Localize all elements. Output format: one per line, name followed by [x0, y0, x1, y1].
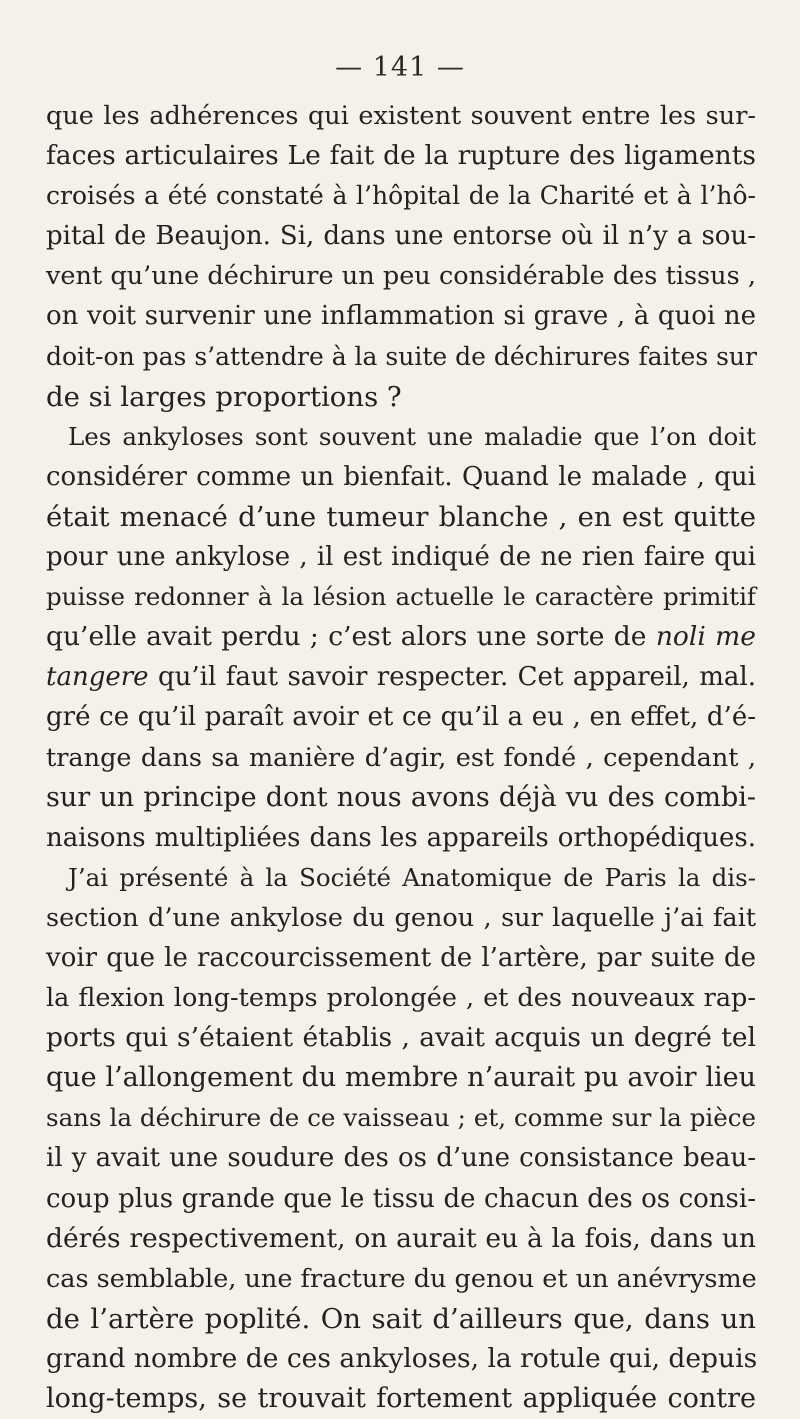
- text-line: voir que le raccourcissement de l’artère, par suite de: [46, 942, 756, 973]
- text-line: [46, 617, 756, 657]
- text-line: gré ce qu’il paraît avoir et ce qu’il a eu , en effet, d’é-: [46, 702, 756, 733]
- text-segment: qu’elle avait perdu ; c’est alors une sorte de: [46, 621, 656, 653]
- text-line: J’ai présenté à la Société Anatomique de Paris la dis-: [68, 862, 756, 892]
- text-line: de l’artère poplité. On sait d’ailleurs que, dans un: [46, 1302, 756, 1335]
- italic-phrase: noli me: [655, 621, 756, 653]
- text-line: considérer comme un bienfait. Quand le malade , qui: [46, 461, 756, 492]
- text-line: ports qui s’étaient établis , avait acquis un degré tel: [46, 1022, 756, 1054]
- text-line: faces articulaires Le fait de la rupture des ligaments: [46, 140, 756, 172]
- text-line: de si larges proportions ?: [46, 380, 402, 413]
- page-number-header: — 141 —: [335, 52, 465, 83]
- text-line: on voit survenir une inflammation si grave , à quoi ne: [46, 301, 756, 332]
- text-line: naisons multipliées dans les appareils orthopédiques.: [46, 822, 756, 853]
- text-line: doit-on pas s’attendre à la suite de déchirures faites sur: [46, 341, 757, 371]
- text-line: vent qu’une déchirure un peu considérable des tissus ,: [46, 261, 756, 292]
- text-line: sans la déchirure de ce vaisseau ; et, comme sur la pièce: [46, 1103, 756, 1133]
- text-line: était menacé d’une tumeur blanche , en est quitte: [46, 500, 756, 533]
- text-line: croisés a été constaté à l’hôpital de la Charité et à l’hô-: [46, 181, 756, 211]
- text-line: la flexion long-temps prolongée , et des nouveaux rap-: [46, 983, 756, 1014]
- text-line: Les ankyloses sont souvent une maladie que l’on doit: [68, 421, 756, 451]
- italic-phrase: tangere: [46, 662, 149, 693]
- text-line: que les adhérences qui existent souvent entre les sur-: [46, 101, 756, 131]
- text-line: il y avait une soudure des os d’une consistance beau-: [46, 1143, 756, 1174]
- text-line: [46, 657, 756, 697]
- text-segment: qu’il faut savoir respecter. Cet appareil, mal.: [148, 662, 756, 693]
- text-line: puisse redonner à la lésion actuelle le caractère primitif: [46, 582, 756, 612]
- body-text: [46, 96, 756, 1419]
- text-line: grand nombre de ces ankyloses, la rotule qui, depuis: [46, 1342, 758, 1374]
- text-line: que l’allongement du membre n’aurait pu avoir lieu: [46, 1062, 756, 1094]
- text-line: coup plus grande que le tissu de chacun des os consi-: [46, 1183, 756, 1214]
- text-line: sur un principe dont nous avons déjà vu des combi-: [46, 781, 756, 813]
- text-line: cas semblable, une fracture du genou et un anévrysme: [46, 1263, 757, 1294]
- text-line: pour une ankylose , il est indiqué de ne rien faire qui: [46, 542, 756, 573]
- text-line: pital de Beaujon. Si, dans une entorse où il n’y a sou-: [46, 221, 756, 252]
- text-line: trange dans sa manière d’agir, est fondé , cependant ,: [46, 742, 756, 773]
- text-line: long-temps, se trouvait fortement appliquée contre: [46, 1383, 756, 1414]
- text-line: section d’une ankylose du genou , sur laquelle j’ai fait: [46, 902, 756, 933]
- text-line: dérés respectivement, on aurait eu à la fois, dans un: [46, 1222, 756, 1254]
